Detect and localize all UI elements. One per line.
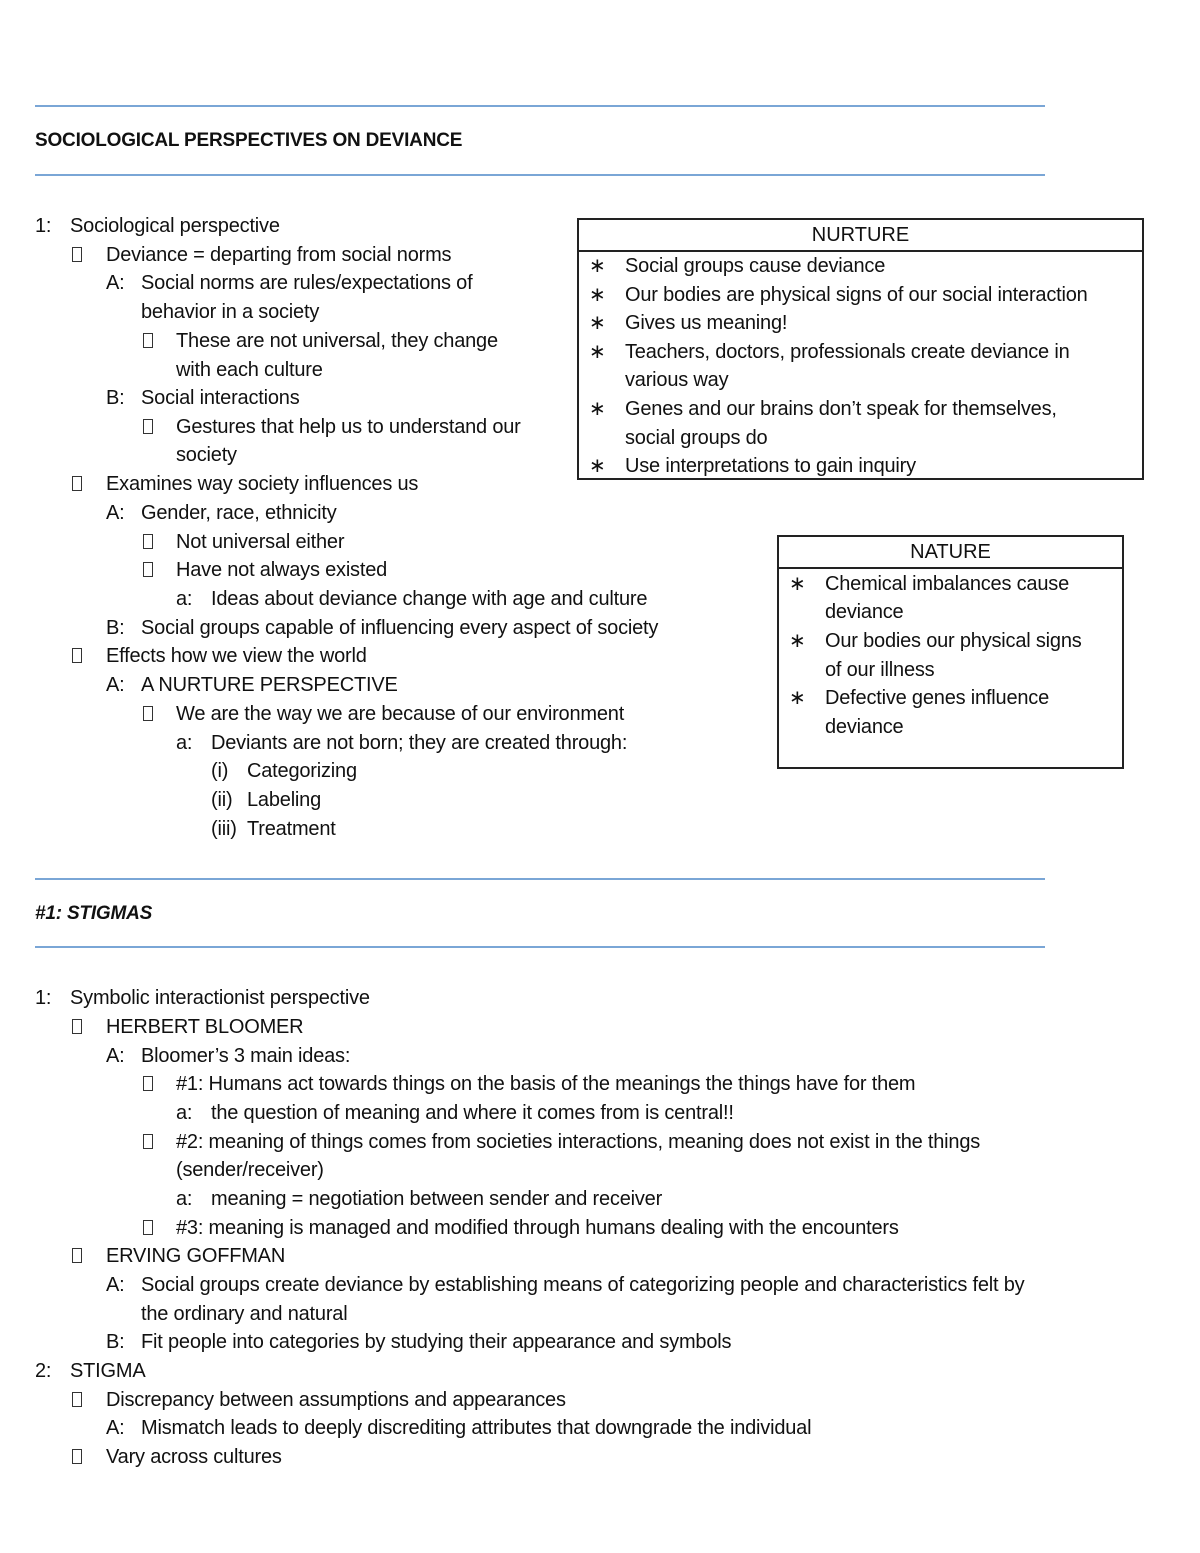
outline-number: 1: bbox=[35, 215, 52, 237]
outline-text: society bbox=[176, 444, 237, 466]
outline-letter: B: bbox=[106, 617, 125, 639]
bullet-icon bbox=[72, 1248, 82, 1263]
outline-letter: A: bbox=[106, 674, 125, 696]
nature-title: NATURE bbox=[779, 537, 1122, 569]
outline-text: A NURTURE PERSPECTIVE bbox=[141, 674, 398, 696]
outline-text: Deviants are not born; they are created through: bbox=[211, 732, 628, 754]
outline-letter: A: bbox=[106, 1274, 125, 1296]
bullet-icon bbox=[143, 534, 153, 549]
outline-roman: (ii) bbox=[211, 789, 233, 811]
outline-text: meaning = negotiation between sender and receiver bbox=[211, 1188, 663, 1210]
section2-title-rule bbox=[35, 946, 1045, 948]
outline-roman: (iii) bbox=[211, 818, 237, 840]
nurture-item: Social groups cause deviance bbox=[625, 255, 886, 277]
outline-text: Mismatch leads to deeply discrediting attributes that downgrade the individual bbox=[141, 1417, 812, 1439]
outline-letter: B: bbox=[106, 387, 125, 409]
nurture-item: Teachers, doctors, professionals create deviance in bbox=[625, 341, 1070, 363]
nurture-item: Our bodies are physical signs of our social interaction bbox=[625, 284, 1088, 306]
outline-text: Social interactions bbox=[141, 387, 300, 409]
outline-letter: a: bbox=[176, 732, 193, 754]
outline-text: #3: meaning is managed and modified through humans dealing with the encounters bbox=[176, 1217, 899, 1239]
nature-item: Our bodies our physical signs bbox=[825, 630, 1082, 652]
outline-text: with each culture bbox=[176, 359, 323, 381]
bullet-icon bbox=[72, 648, 82, 663]
nature-item: Chemical imbalances cause bbox=[825, 573, 1070, 595]
nature-table bbox=[777, 535, 1124, 769]
bullet-icon bbox=[143, 1134, 153, 1149]
outline-text: Deviance = departing from social norms bbox=[106, 244, 452, 266]
asterisk-bullet-icon: ∗ bbox=[589, 255, 606, 277]
outline-text: #1: Humans act towards things on the basis of the meanings the things have for them bbox=[176, 1073, 916, 1095]
bullet-icon bbox=[72, 247, 82, 262]
outline-text: Gestures that help us to understand our bbox=[176, 416, 521, 438]
outline-text: Examines way society influences us bbox=[106, 473, 419, 495]
bullet-icon bbox=[72, 1392, 82, 1407]
outline-text: #2: meaning of things comes from societies interactions, meaning does not exist in the things bbox=[176, 1131, 981, 1153]
nature-item: deviance bbox=[825, 601, 904, 623]
outline-text: Vary across cultures bbox=[106, 1446, 282, 1468]
bullet-icon bbox=[143, 1220, 153, 1235]
outline-text: Social groups create deviance by establishing means of categorizing people and characteristics felt by bbox=[141, 1274, 1025, 1296]
nurture-item: Use interpretations to gain inquiry bbox=[625, 455, 916, 477]
bullet-icon bbox=[143, 333, 153, 348]
outline-text: the ordinary and natural bbox=[141, 1303, 348, 1325]
asterisk-bullet-icon: ∗ bbox=[789, 687, 806, 709]
outline-text: STIGMA bbox=[70, 1360, 146, 1382]
top-rule bbox=[35, 105, 1045, 107]
nurture-title: NURTURE bbox=[579, 220, 1142, 252]
outline-text: Gender, race, ethnicity bbox=[141, 502, 337, 524]
outline-letter: A: bbox=[106, 502, 125, 524]
nature-item: deviance bbox=[825, 716, 904, 738]
bullet-icon bbox=[143, 562, 153, 577]
nurture-item: Genes and our brains don’t speak for themselves, bbox=[625, 398, 1057, 420]
asterisk-bullet-icon: ∗ bbox=[789, 630, 806, 652]
outline-roman: (i) bbox=[211, 760, 229, 782]
bullet-icon bbox=[72, 1019, 82, 1034]
outline-letter: A: bbox=[106, 272, 125, 294]
outline-text: These are not universal, they change bbox=[176, 330, 498, 352]
outline-text: Have not always existed bbox=[176, 559, 388, 581]
outline-text: Symbolic interactionist perspective bbox=[70, 987, 370, 1009]
outline-text: We are the way we are because of our environment bbox=[176, 703, 625, 725]
outline-text: the question of meaning and where it comes from is central!! bbox=[211, 1102, 734, 1124]
outline-text: Treatment bbox=[247, 818, 336, 840]
outline-text: Fit people into categories by studying their appearance and symbols bbox=[141, 1331, 732, 1353]
bullet-icon bbox=[143, 706, 153, 721]
outline-text: Social norms are rules/expectations of bbox=[141, 272, 473, 294]
section2-title: #1: STIGMAS bbox=[35, 903, 153, 924]
bullet-icon bbox=[143, 419, 153, 434]
outline-letter: B: bbox=[106, 1331, 125, 1353]
outline-text: Effects how we view the world bbox=[106, 645, 367, 667]
asterisk-bullet-icon: ∗ bbox=[589, 455, 606, 477]
outline-letter: a: bbox=[176, 1102, 193, 1124]
outline-text: Categorizing bbox=[247, 760, 357, 782]
outline-text: Sociological perspective bbox=[70, 215, 280, 237]
outline-letter: a: bbox=[176, 588, 193, 610]
outline-text: Labeling bbox=[247, 789, 322, 811]
asterisk-bullet-icon: ∗ bbox=[589, 398, 606, 420]
outline-text: ERVING GOFFMAN bbox=[106, 1245, 286, 1267]
outline-text: HERBERT BLOOMER bbox=[106, 1016, 304, 1038]
outline-text: Not universal either bbox=[176, 531, 345, 553]
outline-text: Bloomer’s 3 main ideas: bbox=[141, 1045, 351, 1067]
asterisk-bullet-icon: ∗ bbox=[589, 312, 606, 334]
bullet-icon bbox=[143, 1076, 153, 1091]
asterisk-bullet-icon: ∗ bbox=[589, 341, 606, 363]
bullet-icon bbox=[72, 476, 82, 491]
nature-item: Defective genes influence bbox=[825, 687, 1050, 709]
outline-text: behavior in a society bbox=[141, 301, 320, 323]
outline-text: Discrepancy between assumptions and appearances bbox=[106, 1389, 566, 1411]
nurture-item: Gives us meaning! bbox=[625, 312, 788, 334]
outline-number: 1: bbox=[35, 987, 52, 1009]
outline-number: 2: bbox=[35, 1360, 52, 1382]
nurture-item: social groups do bbox=[625, 427, 768, 449]
outline-text: (sender/receiver) bbox=[176, 1159, 324, 1181]
nurture-table bbox=[577, 218, 1144, 480]
title-rule bbox=[35, 174, 1045, 176]
outline-letter: a: bbox=[176, 1188, 193, 1210]
asterisk-bullet-icon: ∗ bbox=[789, 573, 806, 595]
nature-item: of our illness bbox=[825, 659, 935, 681]
asterisk-bullet-icon: ∗ bbox=[589, 284, 606, 306]
nurture-item: various way bbox=[625, 369, 729, 391]
outline-text: Ideas about deviance change with age and culture bbox=[211, 588, 648, 610]
outline-letter: A: bbox=[106, 1045, 125, 1067]
section2-top-rule bbox=[35, 878, 1045, 880]
outline-text: Social groups capable of influencing every aspect of society bbox=[141, 617, 659, 639]
bullet-icon bbox=[72, 1449, 82, 1464]
outline-letter: A: bbox=[106, 1417, 125, 1439]
section-title: SOCIOLOGICAL PERSPECTIVES ON DEVIANCE bbox=[35, 130, 463, 151]
